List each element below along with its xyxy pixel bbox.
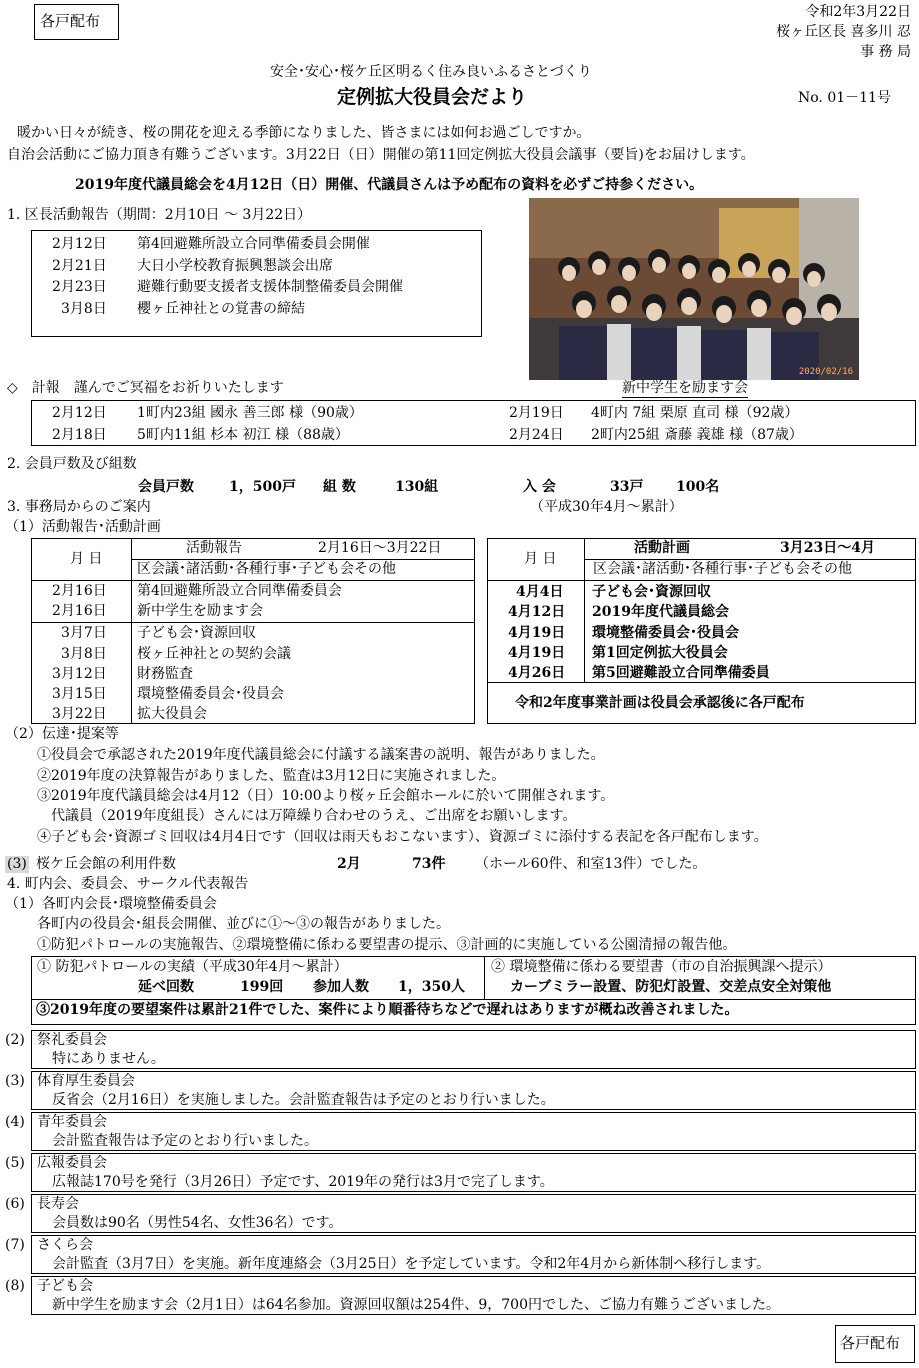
slogan: 安全･安心･桜ケ丘区明るく住み良いふるさとづくり [270, 64, 592, 80]
issue-date: 令和2年3月22日 [805, 4, 911, 20]
note-item: ①役員会で承認された2019年度代議員総会に付議する議案書の説明、報告がありました。 [37, 747, 605, 763]
note-item: ④子ども会･資源ゴミ回収は4月4日です（回収は雨天もおこないます）、資源ゴミに添付する表記を各戸配布します。 [37, 829, 768, 845]
committee-name: さくら会 [37, 1237, 93, 1253]
report-row-date: 2月16日 [52, 603, 107, 619]
report-col-date: 月 日 [70, 551, 103, 567]
activity-item: 2月12日 [52, 236, 107, 252]
plan-row-text: 第5回避難設立合同準備委員 [592, 665, 770, 681]
report-row-date: 3月8日 [61, 646, 107, 662]
patrol-env-row-divider [31, 999, 916, 1000]
plan-row-date: 4月19日 [508, 645, 566, 661]
section1-heading: 1. 区長活動報告（期間：2月10日 ～ 3月22日） [7, 207, 312, 223]
issue-number: No. 01－11号 [798, 90, 891, 106]
photo-date-stamp: 2020/02/16 [798, 367, 853, 378]
joined-households: 33戸 [610, 479, 644, 495]
report-row-date: 3月12日 [52, 666, 107, 682]
report-row-date: 3月15日 [52, 686, 107, 702]
activity-item: 2月21日 [52, 258, 107, 274]
plan-subtitle: 区会議･諸活動･各種行事･子ども会その他 [593, 561, 852, 577]
committee-number: (8) [5, 1278, 25, 1294]
note-item: ③2019年度代議員総会は4月12（日）10:00より桜ヶ丘会館ホールに於いて開催されます。 [37, 788, 615, 804]
report-group-divider [31, 622, 475, 623]
committee-name: 青年委員会 [37, 1114, 107, 1130]
event-photo [529, 198, 859, 380]
patrol-env-divider [484, 956, 485, 999]
report-row-date: 2月16日 [52, 583, 107, 599]
section3-sub2: （2）伝達･提案等 [5, 726, 119, 742]
patrol-people: 1，350人 [398, 979, 465, 995]
plan-sub-divider [584, 559, 916, 560]
plan-row-date: 4月12日 [508, 604, 566, 620]
photo-caption: 新中学生を励ます会 [622, 380, 748, 396]
committee-name: 体育厚生委員会 [37, 1073, 135, 1089]
report-row-text: 環境整備委員会･役員会 [137, 686, 284, 702]
members-period: （平成30年4月～累計） [530, 499, 683, 515]
activity-item-text: 避難行動要支援者支援体制整備委員会開催 [137, 279, 403, 295]
committee-number: (4) [5, 1114, 25, 1130]
committee-report: 会計監査（3月7日）を実施。新年度連絡会（3月25日）を予定しています。令和2年4月から新体制へ移行します。 [52, 1256, 771, 1272]
event-photo-graphic [529, 198, 859, 380]
joined-label: 入 会 [523, 479, 556, 495]
activity-item: 3月8日 [61, 301, 107, 317]
hall-usage-detail: （ホール60件、和室13件）でした。 [475, 856, 707, 872]
committee-name: 子ども会 [37, 1278, 93, 1294]
plan-row-text: 2019年度代議員総会 [592, 604, 729, 620]
committee-number: (3) [5, 1073, 25, 1089]
obituary-entry-date: 2月18日 [52, 427, 107, 443]
distribution-tag-bottom-label: 各戸配布 [840, 1334, 901, 1352]
groups-label: 組 数 [323, 479, 356, 495]
plan-row-date: 4月19日 [508, 625, 566, 641]
note-item: 代議員（2019年度組長）さんには万障繰り合わせのうえ、ご出席をお願いします。 [37, 808, 577, 824]
patrol-title: ① 防犯パトロールの実績（平成30年4月～累計） [37, 959, 348, 975]
committee-report: 新中学生を励ます会（2月1日）は64名参加。資源回収額は254件、9，700円でした、ご協力有難うございました。 [52, 1297, 780, 1313]
committee-number: (6) [5, 1196, 25, 1212]
plan-row-text: 第1回定例拡大役員会 [592, 645, 728, 661]
obituary-heading: ◇ 計報 謹んでご冥福をお祈りいたします [7, 380, 284, 396]
hall-usage-number: (3) [7, 856, 27, 872]
plan-row-text: 子ども会･資源回収 [592, 584, 711, 600]
committee-name: 広報委員会 [37, 1155, 107, 1171]
general-meeting-notice: 2019年度代議員総会を4月12日（日）開催、代議員さんは予め配布の資料を必ずご持参ください。 [75, 177, 704, 193]
section3-heading: 3. 事務局からのご案内 [7, 499, 151, 515]
report-row-text: 第4回避難所設立合同準備委員会 [137, 583, 342, 599]
requests-note: ③2019年度の要望案件は累計21件でした、案件により順番待ちなどで遅れはありますが概ね改善されました。 [36, 1002, 739, 1018]
joined-people: 100名 [676, 479, 720, 495]
office: 事 務 局 [860, 44, 911, 60]
section3-sub1: （1）活動報告･活動計画 [5, 519, 161, 535]
households-value: 1，500戸 [229, 479, 296, 495]
obituary-entry-date: 2月19日 [509, 405, 564, 421]
obituary-entry-text: 4町内 7組 栗原 直司 様（92歳） [591, 405, 799, 421]
plan-footer: 令和2年度事業計画は役員会承認後に各戸配布 [515, 695, 805, 711]
plan-range: 3月23日～4月 [780, 540, 875, 556]
activity-item-text: 櫻ヶ丘神社との覚書の締結 [137, 301, 305, 317]
households-label: 会員戸数 [138, 479, 194, 495]
obituary-entry-date: 2月12日 [52, 405, 107, 421]
report-row-text: 子ども会･資源回収 [137, 625, 256, 641]
note-item: ②2019年度の決算報告がありました、監査は3月12日に実施されました。 [37, 768, 506, 784]
section4-sub1: （1）各町内会長･環境整備委員会 [5, 896, 217, 912]
report-row-date: 3月22日 [52, 706, 107, 722]
plan-row-date: 4月26日 [508, 665, 566, 681]
obituary-entry-text: 1町内23組 國永 善三郎 様（90歳） [137, 405, 363, 421]
report-row-date: 3月7日 [61, 625, 107, 641]
patrol-count-label: 延べ回数 [138, 979, 194, 995]
section4-sub1-line1: 各町内の役員会･組長会開催、並びに①～③の報告がありました。 [37, 916, 450, 932]
committee-report: 反省会（2月16日）を実施しました。会計監査報告は予定のとおり行いました。 [52, 1092, 555, 1108]
report-sub-divider [131, 559, 475, 560]
section4-heading: 4. 町内会、委員会、サークル代表報告 [7, 876, 249, 892]
committee-report: 特にありません。 [52, 1051, 165, 1067]
author: 桜ヶ丘区長 喜多川 忍 [776, 24, 911, 40]
patrol-people-label: 参加人数 [313, 979, 369, 995]
report-range: 2月16日～3月22日 [318, 540, 442, 556]
obituary-entry-text: 5町内11組 杉本 初江 様（88歳） [137, 427, 349, 443]
report-row-text: 財務監査 [137, 666, 193, 682]
distribution-tag-top-label: 各戸配布 [40, 12, 101, 30]
committee-name: 祭礼委員会 [37, 1032, 107, 1048]
env-request-items: カーブミラー設置、防犯灯設置、交差点安全対策他 [510, 979, 832, 995]
page-title: 定例拡大役員会だより [337, 86, 528, 108]
groups-value: 130組 [395, 479, 439, 495]
committee-report: 会員数は90名（男性54名、女性36名）です。 [52, 1215, 343, 1231]
patrol-count: 199回 [240, 979, 284, 995]
obituary-entry-date: 2月24日 [509, 427, 564, 443]
committee-number: (2) [5, 1032, 25, 1048]
plan-header-divider [487, 580, 916, 581]
section2-heading: 2. 会員戸数及び組数 [7, 456, 137, 472]
plan-row-date: 4月4日 [516, 584, 564, 600]
report-row-text: 拡大役員会 [137, 706, 207, 722]
report-col-divider [131, 538, 132, 724]
report-row-text: 新中学生を励ます会 [137, 603, 263, 619]
committee-name: 長寿会 [37, 1196, 79, 1212]
activity-item: 2月23日 [52, 279, 107, 295]
committee-report: 会計監査報告は予定のとおり行いました。 [52, 1133, 318, 1149]
hall-usage-month: 2月 [337, 856, 361, 872]
intro-line-2: 自治会活動にご協力頂き有難うございます。3月22日（日）開催の第11回定例拡大役員会議事（要旨)をお届けします。 [7, 147, 755, 163]
hall-usage-label: 桜ケ丘会館の利用件数 [36, 856, 176, 872]
committee-report: 広報誌170号を発行（3月26日）予定です、2019年の発行は3月で完了します。 [52, 1174, 554, 1190]
obituary-entry-text: 2町内25組 斎藤 義雄 様（87歳） [591, 427, 803, 443]
activity-item-text: 第4回避難所設立合同準備委員会開催 [137, 236, 370, 252]
section4-sub1-line2: ①防犯パトロールの実施報告、②環境整備に係わる要望書の提示、③計画的に実施している公園清掃の報告他。 [37, 937, 737, 953]
committee-number: (7) [5, 1237, 25, 1253]
report-header-divider [31, 580, 475, 581]
report-row-text: 桜ヶ丘神社との契約会議 [137, 646, 291, 662]
report-title: 活動報告 [186, 540, 242, 556]
report-subtitle: 区会議･諸活動･各種行事･子ども会その他 [137, 561, 396, 577]
plan-title: 活動計画 [634, 540, 690, 556]
intro-line-1: 暖かい日々が続き、桜の開花を迎える季節になりました、皆さまには如何お過ごしですか。 [17, 125, 591, 141]
plan-row-text: 環境整備委員会･役員会 [592, 625, 739, 641]
plan-col-date: 月 日 [524, 551, 557, 567]
committee-number: (5) [5, 1155, 25, 1171]
activity-item-text: 大日小学校教育振興懇談会出席 [137, 258, 333, 274]
hall-usage-count: 73件 [412, 856, 446, 872]
env-request-title: ② 環境整備に係わる要望書（市の自治振興課へ提示） [491, 959, 832, 975]
plan-footer-divider [487, 682, 916, 683]
